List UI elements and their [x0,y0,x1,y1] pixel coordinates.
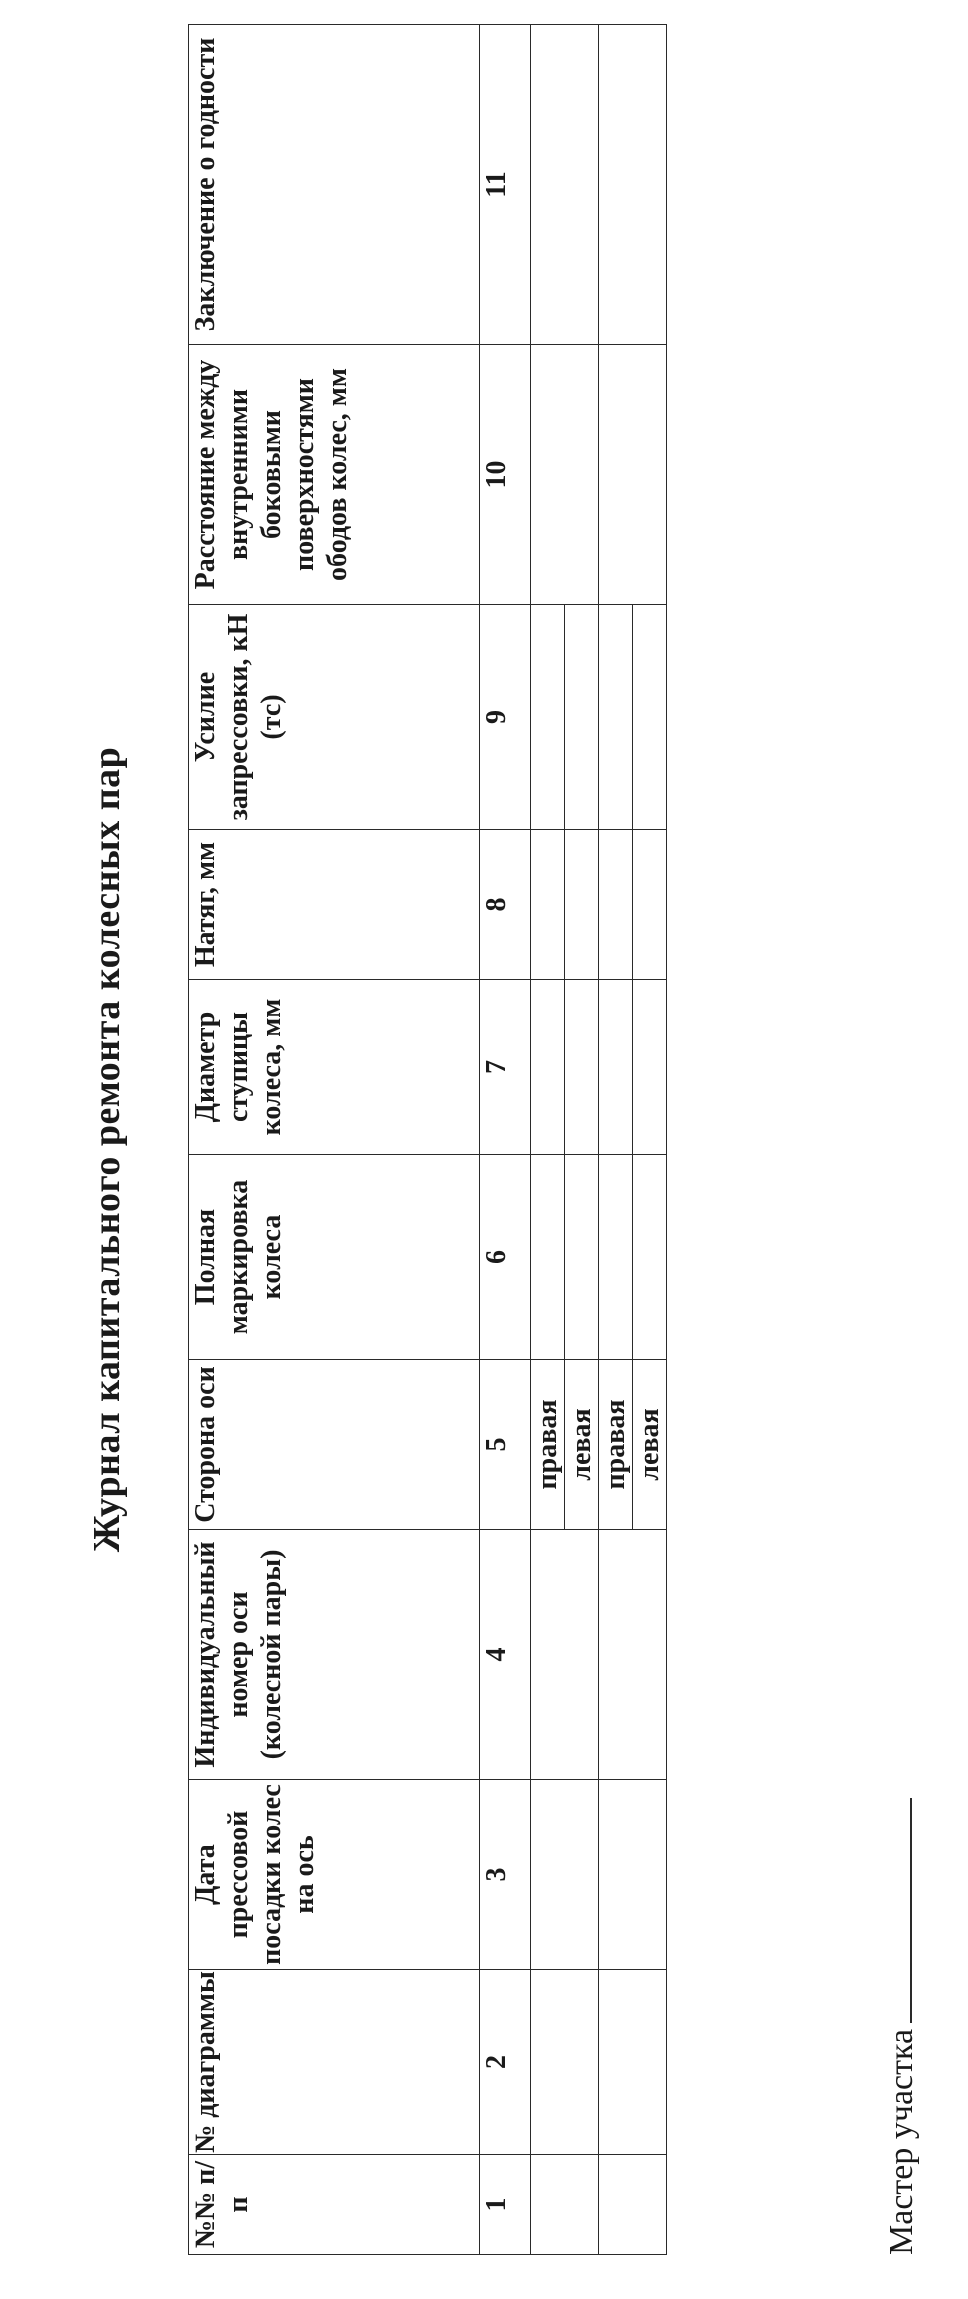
column-number: 1 [480,2155,531,2255]
header-cell: Расстояние между внутренними боковыми поверхностями ободов колес, мм [189,345,480,605]
column-number: 8 [480,830,531,980]
table-cell [531,1530,599,1780]
table-cell [531,1155,565,1360]
header-cell: Диаметр ступицы колеса, мм [189,980,480,1155]
column-number: 10 [480,345,531,605]
column-number-row [480,25,531,2255]
column-number: 4 [480,1530,531,1780]
table-cell [599,980,633,1155]
table-cell [565,830,599,980]
table-cell [633,980,667,1155]
table-cell [531,1970,599,2155]
table-cell [531,605,565,830]
column-number: 3 [480,1780,531,1970]
table-cell [599,2155,667,2255]
foreman-label: Мастер участка [883,2028,920,2255]
table-cell [531,980,565,1155]
table-cell [565,980,599,1155]
table-cell [565,605,599,830]
table-cell [599,1780,667,1970]
table-cell [531,25,599,345]
column-number: 9 [480,605,531,830]
header-cell: №№ п/п [189,2155,480,2255]
table-cell [599,25,667,345]
column-number: 5 [480,1360,531,1530]
header-cell: Индивидуальный номер оси (колесной пары) [189,1530,480,1780]
signature-line [880,1798,921,2255]
table-cell [565,1155,599,1360]
table-row [599,25,633,2255]
table-cell [633,830,667,980]
table-cell [599,345,667,605]
axle-side-right: правая [599,1360,633,1530]
column-number: 11 [480,25,531,345]
header-cell: Усилие запрессовки, кН (тс) [189,605,480,830]
header-cell: № диаграммы [189,1970,480,2155]
axle-side-right: правая [531,1360,565,1530]
header-cell: Дата прессовой посадки колес на ось [189,1780,480,1970]
table-cell [599,1530,667,1780]
table-cell [531,1780,599,1970]
header-cell: Заключение о годности [189,25,480,345]
column-number: 6 [480,1155,531,1360]
table-cell [599,1155,633,1360]
header-cell: Полная маркировка колеса [189,1155,480,1360]
column-number: 2 [480,1970,531,2155]
signature-blank [880,1798,912,2023]
table-cell [599,830,633,980]
header-cell: Натяг, мм [189,830,480,980]
table-cell [633,1155,667,1360]
header-row [189,25,480,2255]
table-cell [599,605,633,830]
table-cell [599,1970,667,2155]
column-number: 7 [480,980,531,1155]
table-cell [531,830,565,980]
table-row [531,25,565,2255]
header-cell: Сторона оси [189,1360,480,1530]
page-title: Журнал капитального ремонта колесных пар [86,746,128,1553]
table-cell [531,345,599,605]
table-cell [633,605,667,830]
axle-side-left: левая [565,1360,599,1530]
table-cell [531,2155,599,2255]
journal-table-wrap [188,24,667,2255]
journal-table [188,24,667,2255]
axle-side-left: левая [633,1360,667,1530]
